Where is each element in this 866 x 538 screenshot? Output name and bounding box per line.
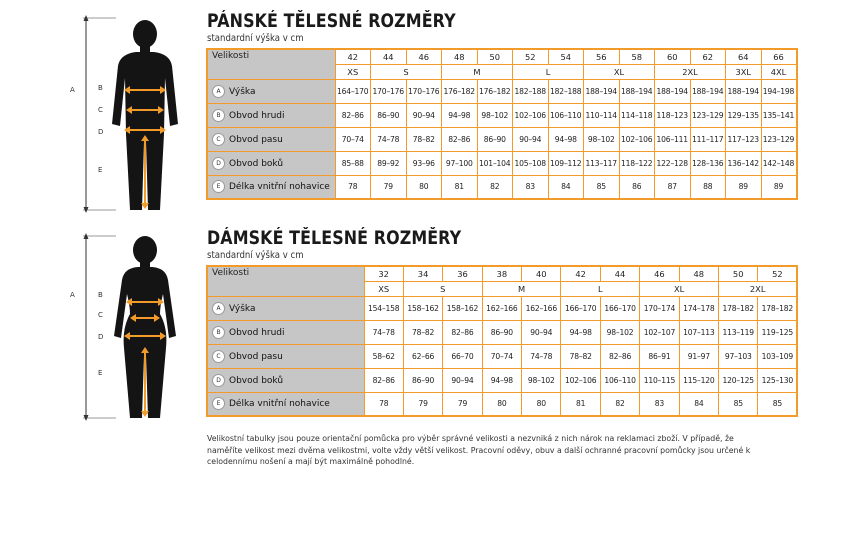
men-size-letter: XL xyxy=(584,64,655,79)
women-cell: 82 xyxy=(600,392,639,416)
women-size-number-row xyxy=(207,266,797,281)
men-cell: 106–111 xyxy=(655,127,691,151)
women-cell: 102–106 xyxy=(561,368,600,392)
women-row-letter-badge: B xyxy=(212,326,225,339)
women-measurement-row xyxy=(207,296,797,320)
men-size-letter: L xyxy=(513,64,584,79)
men-cell: 70–74 xyxy=(335,127,371,151)
men-cell: 82–86 xyxy=(442,127,478,151)
men-cell: 109–112 xyxy=(548,151,584,175)
men-cell: 122–128 xyxy=(655,151,691,175)
men-size-number: 54 xyxy=(548,49,584,64)
women-letter-c: C xyxy=(98,311,103,319)
women-cell: 107–113 xyxy=(679,320,718,344)
men-cell: 105–108 xyxy=(513,151,549,175)
women-cell: 90–94 xyxy=(522,320,561,344)
women-cell: 110–115 xyxy=(640,368,679,392)
men-letter-e: E xyxy=(98,166,103,174)
men-silhouette xyxy=(56,14,206,214)
men-measurement-row xyxy=(207,127,797,151)
women-row-label-text: Obvod pasu xyxy=(229,351,283,362)
women-cell: 158–162 xyxy=(443,296,482,320)
women-row-letter-badge: E xyxy=(212,397,225,410)
men-letter-a: A xyxy=(70,86,75,94)
women-cell: 83 xyxy=(640,392,679,416)
men-size-number: 46 xyxy=(406,49,442,64)
men-cell: 90–94 xyxy=(513,127,549,151)
men-size-number-row xyxy=(207,49,797,64)
men-size-letter: 4XL xyxy=(761,64,797,79)
women-row-label-text: Výška xyxy=(229,303,256,314)
men-row-label xyxy=(207,127,335,151)
women-measurement-row xyxy=(207,368,797,392)
men-cell: 170–176 xyxy=(406,79,442,103)
men-cell: 85 xyxy=(584,175,620,199)
women-size-number: 52 xyxy=(758,266,797,281)
women-cell: 91–97 xyxy=(679,344,718,368)
men-cell: 102–106 xyxy=(513,103,549,127)
men-size-letter: 2XL xyxy=(655,64,726,79)
men-cell: 98–102 xyxy=(477,103,513,127)
women-cell: 74–78 xyxy=(522,344,561,368)
men-size-number: 64 xyxy=(726,49,762,64)
women-size-number: 40 xyxy=(522,266,561,281)
women-title: DÁMSKÉ TĚLESNÉ ROZMĚRY xyxy=(207,228,462,249)
men-cell: 101–104 xyxy=(477,151,513,175)
men-cell: 94–98 xyxy=(548,127,584,151)
men-cell: 79 xyxy=(371,175,407,199)
women-size-letter: M xyxy=(482,281,561,296)
women-size-number: 32 xyxy=(364,266,403,281)
women-cell: 84 xyxy=(679,392,718,416)
men-cell: 82–86 xyxy=(335,103,371,127)
women-cell: 113–119 xyxy=(719,320,758,344)
men-row-label xyxy=(207,151,335,175)
men-row-label xyxy=(207,79,335,103)
women-cell: 62–66 xyxy=(403,344,442,368)
women-cell: 86–91 xyxy=(640,344,679,368)
men-size-number: 62 xyxy=(690,49,726,64)
men-cell: 123–129 xyxy=(690,103,726,127)
women-cell: 119–125 xyxy=(758,320,797,344)
women-size-letter: 2XL xyxy=(719,281,798,296)
women-cell: 94–98 xyxy=(561,320,600,344)
men-cell: 182–188 xyxy=(548,79,584,103)
men-letter-c: C xyxy=(98,106,103,114)
men-size-letter: XS xyxy=(335,64,371,79)
men-cell: 188–194 xyxy=(619,79,655,103)
women-size-number: 46 xyxy=(640,266,679,281)
women-cell: 103–109 xyxy=(758,344,797,368)
women-cell: 86–90 xyxy=(482,320,521,344)
men-row-label xyxy=(207,175,335,199)
men-cell: 176–182 xyxy=(477,79,513,103)
men-size-number: 50 xyxy=(477,49,513,64)
women-cell: 66–70 xyxy=(443,344,482,368)
women-cell: 102–107 xyxy=(640,320,679,344)
women-silhouette xyxy=(56,232,206,422)
women-letter-e: E xyxy=(98,369,103,377)
men-cell: 142–148 xyxy=(761,151,797,175)
women-cell: 85 xyxy=(758,392,797,416)
women-row-label xyxy=(207,368,364,392)
women-cell: 81 xyxy=(561,392,600,416)
men-row-label-text: Délka vnitřní nohavice xyxy=(229,182,330,193)
men-size-number: 56 xyxy=(584,49,620,64)
women-size-letter: XL xyxy=(640,281,719,296)
men-subtitle: standardní výška v cm xyxy=(207,33,304,44)
women-cell: 170–174 xyxy=(640,296,679,320)
women-cell: 115–120 xyxy=(679,368,718,392)
men-cell: 81 xyxy=(442,175,478,199)
women-size-table xyxy=(206,265,798,417)
women-cell: 90–94 xyxy=(443,368,482,392)
women-cell: 79 xyxy=(403,392,442,416)
men-letter-d: D xyxy=(98,128,104,136)
women-size-number: 42 xyxy=(561,266,600,281)
men-cell: 135–141 xyxy=(761,103,797,127)
women-row-label xyxy=(207,296,364,320)
men-cell: 188–194 xyxy=(690,79,726,103)
men-cell: 74–78 xyxy=(371,127,407,151)
women-cell: 70–74 xyxy=(482,344,521,368)
men-cell: 86 xyxy=(619,175,655,199)
women-row-letter-badge: D xyxy=(212,374,225,387)
men-cell: 80 xyxy=(406,175,442,199)
women-cell: 74–78 xyxy=(364,320,403,344)
women-size-number: 38 xyxy=(482,266,521,281)
women-size-number: 34 xyxy=(403,266,442,281)
women-letter-b: B xyxy=(98,291,103,299)
women-cell: 174–178 xyxy=(679,296,718,320)
women-subtitle: standardní výška v cm xyxy=(207,250,304,261)
women-cell: 162–166 xyxy=(522,296,561,320)
women-cell: 162–166 xyxy=(482,296,521,320)
women-header-label: Velikosti xyxy=(207,266,364,296)
men-cell: 97–100 xyxy=(442,151,478,175)
women-size-number: 50 xyxy=(719,266,758,281)
men-title: PÁNSKÉ TĚLESNÉ ROZMĚRY xyxy=(207,11,456,32)
men-cell: 87 xyxy=(655,175,691,199)
women-cell: 166–170 xyxy=(600,296,639,320)
men-cell: 129–135 xyxy=(726,103,762,127)
women-figure xyxy=(56,232,206,422)
women-size-number: 36 xyxy=(443,266,482,281)
men-cell: 93–96 xyxy=(406,151,442,175)
men-row-letter-badge: B xyxy=(212,109,225,122)
men-cell: 98–102 xyxy=(584,127,620,151)
men-cell: 78–82 xyxy=(406,127,442,151)
women-cell: 125–130 xyxy=(758,368,797,392)
men-cell: 102–106 xyxy=(619,127,655,151)
men-cell: 117–123 xyxy=(726,127,762,151)
men-cell: 89 xyxy=(761,175,797,199)
men-cell: 188–194 xyxy=(584,79,620,103)
men-size-number: 66 xyxy=(761,49,797,64)
women-cell: 79 xyxy=(443,392,482,416)
men-size-number: 60 xyxy=(655,49,691,64)
women-cell: 82–86 xyxy=(600,344,639,368)
women-cell: 98–102 xyxy=(600,320,639,344)
men-row-letter-badge: C xyxy=(212,133,225,146)
women-cell: 80 xyxy=(522,392,561,416)
men-cell: 188–194 xyxy=(726,79,762,103)
women-row-label-text: Obvod hrudi xyxy=(229,327,285,338)
men-size-number: 48 xyxy=(442,49,478,64)
women-cell: 158–162 xyxy=(403,296,442,320)
women-cell: 82–86 xyxy=(364,368,403,392)
men-measurement-row xyxy=(207,151,797,175)
men-cell: 170–176 xyxy=(371,79,407,103)
men-cell: 83 xyxy=(513,175,549,199)
men-cell: 106–110 xyxy=(548,103,584,127)
women-cell: 94–98 xyxy=(482,368,521,392)
women-cell: 178–182 xyxy=(758,296,797,320)
women-size-number: 48 xyxy=(679,266,718,281)
men-cell: 114–118 xyxy=(619,103,655,127)
women-size-number: 44 xyxy=(600,266,639,281)
men-cell: 113–117 xyxy=(584,151,620,175)
men-row-label-text: Obvod pasu xyxy=(229,134,283,145)
women-cell: 178–182 xyxy=(719,296,758,320)
men-cell: 86–90 xyxy=(371,103,407,127)
men-size-letter: S xyxy=(371,64,442,79)
women-measurement-row xyxy=(207,392,797,416)
men-cell: 128–136 xyxy=(690,151,726,175)
men-size-table xyxy=(206,48,798,200)
men-cell: 118–123 xyxy=(655,103,691,127)
women-row-label-text: Obvod boků xyxy=(229,375,284,386)
men-cell: 86–90 xyxy=(477,127,513,151)
women-cell: 58–62 xyxy=(364,344,403,368)
women-measurement-row xyxy=(207,344,797,368)
men-measurement-row xyxy=(207,175,797,199)
men-cell: 90–94 xyxy=(406,103,442,127)
men-row-label-text: Obvod boků xyxy=(229,158,284,169)
men-row-letter-badge: E xyxy=(212,180,225,193)
women-cell: 98–102 xyxy=(522,368,561,392)
women-size-letter: XS xyxy=(364,281,403,296)
men-size-number: 52 xyxy=(513,49,549,64)
women-cell: 154–158 xyxy=(364,296,403,320)
men-cell: 94–98 xyxy=(442,103,478,127)
women-letter-d: D xyxy=(98,333,104,341)
men-row-label-text: Obvod hrudi xyxy=(229,110,285,121)
women-letter-a: A xyxy=(70,291,75,299)
men-cell: 188–194 xyxy=(655,79,691,103)
men-row-label-text: Výška xyxy=(229,86,256,97)
women-row-letter-badge: C xyxy=(212,350,225,363)
men-size-number: 44 xyxy=(371,49,407,64)
women-row-label-text: Délka vnitřní nohavice xyxy=(229,399,330,410)
women-row-label xyxy=(207,392,364,416)
men-cell: 136–142 xyxy=(726,151,762,175)
men-cell: 110–114 xyxy=(584,103,620,127)
men-size-letter: 3XL xyxy=(726,64,762,79)
women-size-letter: S xyxy=(403,281,482,296)
men-cell: 111–117 xyxy=(690,127,726,151)
men-cell: 89–92 xyxy=(371,151,407,175)
men-cell: 82 xyxy=(477,175,513,199)
women-measurement-row xyxy=(207,320,797,344)
men-letter-b: B xyxy=(98,84,103,92)
men-cell: 164–170 xyxy=(335,79,371,103)
women-row-label xyxy=(207,344,364,368)
women-cell: 97–103 xyxy=(719,344,758,368)
men-cell: 88 xyxy=(690,175,726,199)
women-cell: 78–82 xyxy=(561,344,600,368)
women-row-letter-badge: A xyxy=(212,302,225,315)
women-cell: 85 xyxy=(719,392,758,416)
men-row-label xyxy=(207,103,335,127)
women-cell: 166–170 xyxy=(561,296,600,320)
men-header-label: Velikosti xyxy=(207,49,335,79)
men-measurement-row xyxy=(207,103,797,127)
women-cell: 106–110 xyxy=(600,368,639,392)
women-cell: 86–90 xyxy=(403,368,442,392)
women-size-letter: L xyxy=(561,281,640,296)
men-cell: 123–129 xyxy=(761,127,797,151)
men-measurement-row xyxy=(207,79,797,103)
men-figure xyxy=(56,14,206,214)
men-cell: 176–182 xyxy=(442,79,478,103)
men-cell: 182–188 xyxy=(513,79,549,103)
men-cell: 78 xyxy=(335,175,371,199)
women-cell: 80 xyxy=(482,392,521,416)
men-row-letter-badge: A xyxy=(212,85,225,98)
disclaimer-note: Velikostní tabulky jsou pouze orientační pomůcka pro výběr správné velikosti a nezvniká z nich nárok na reklamaci zboží. V případě, že naměříte velikost mezi dvěma velikostmi, volte vždy větší velikost. Pracovní oděvy, obuv a další ochranné pracovní pomůcky jsou určené k celodennímu nošení a mají být maximálně pohodlné. xyxy=(207,434,751,466)
men-cell: 85–88 xyxy=(335,151,371,175)
men-row-letter-badge: D xyxy=(212,157,225,170)
men-size-letter: M xyxy=(442,64,513,79)
men-cell: 84 xyxy=(548,175,584,199)
men-cell: 118–122 xyxy=(619,151,655,175)
women-cell: 78 xyxy=(364,392,403,416)
men-cell: 89 xyxy=(726,175,762,199)
women-row-label xyxy=(207,320,364,344)
men-size-number: 42 xyxy=(335,49,371,64)
women-cell: 120–125 xyxy=(719,368,758,392)
women-cell: 82–86 xyxy=(443,320,482,344)
men-size-number: 58 xyxy=(619,49,655,64)
women-cell: 78–82 xyxy=(403,320,442,344)
men-cell: 194–198 xyxy=(761,79,797,103)
